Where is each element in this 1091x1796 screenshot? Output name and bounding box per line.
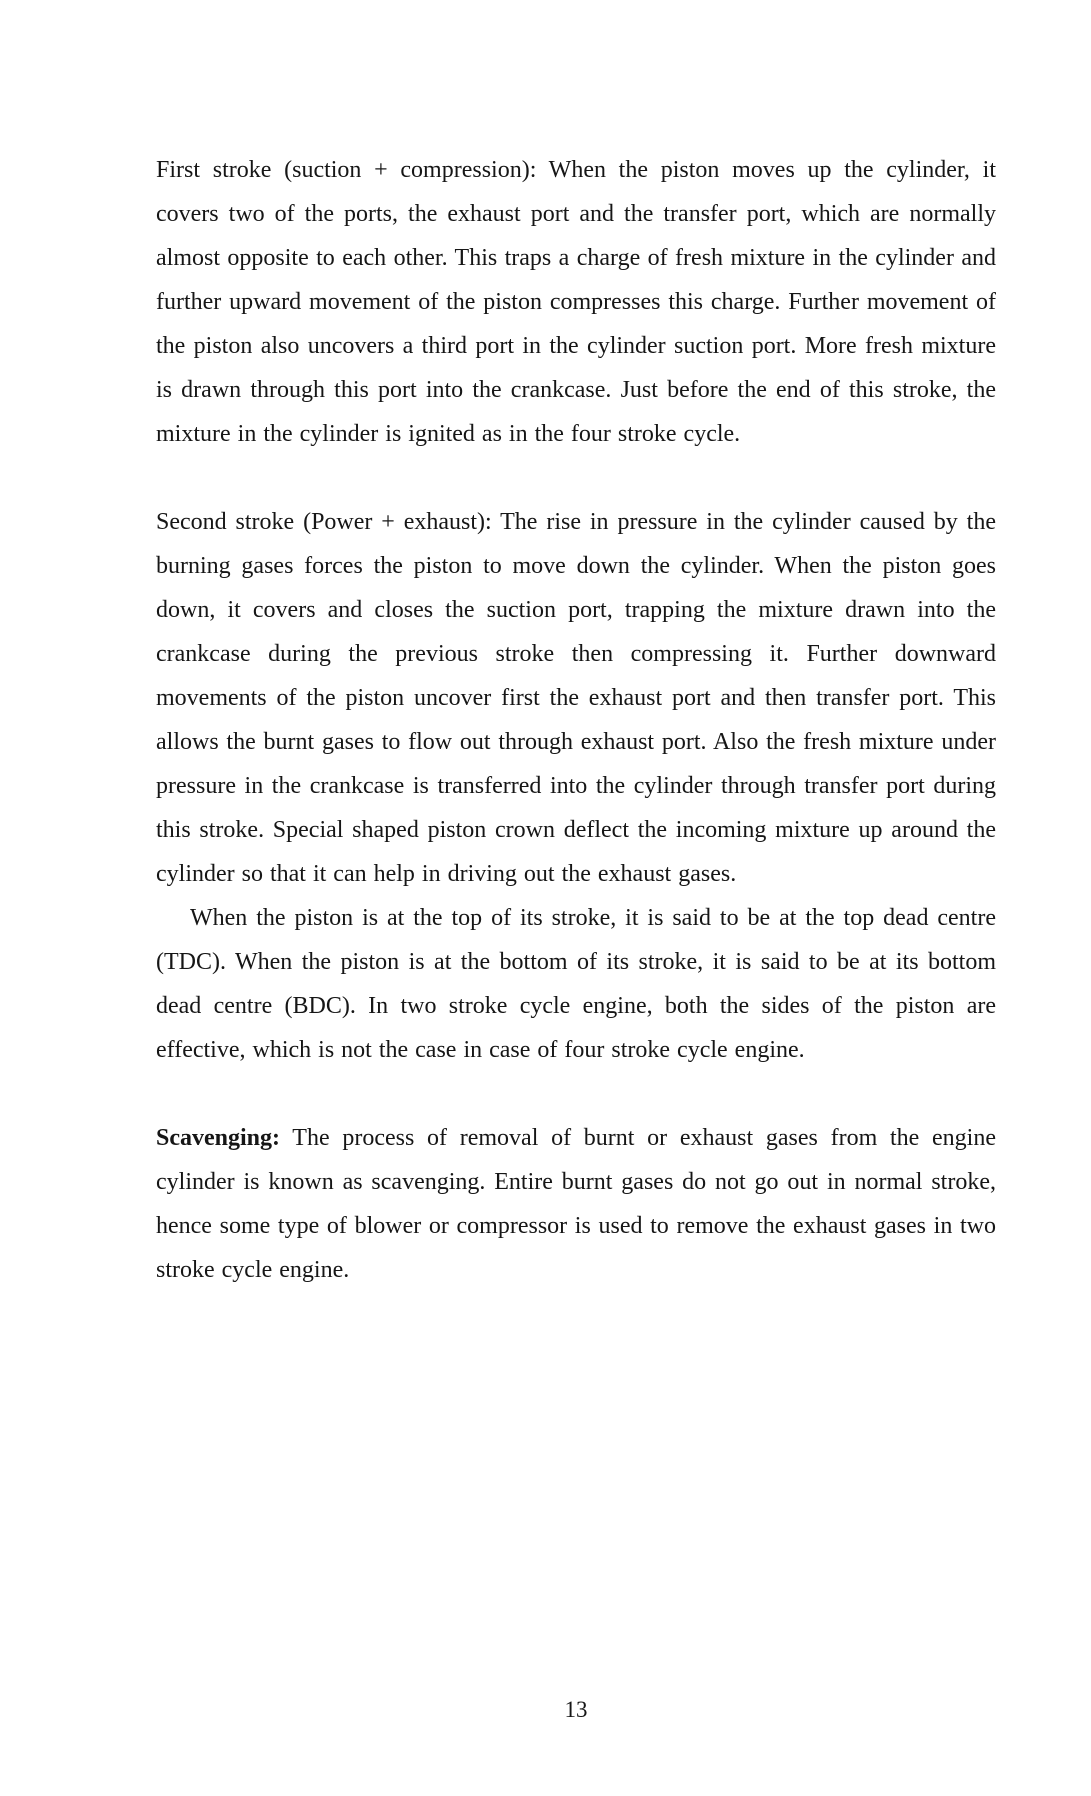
scavenging-term: Scavenging:	[156, 1125, 281, 1151]
body-text	[156, 148, 996, 1292]
page-number: 13	[564, 1697, 588, 1722]
paragraph-scavenging	[156, 1116, 996, 1292]
paragraph-tdc-bdc: When the piston is at the top of its stroke, it is said to be at the top dead centre (TDC). When the piston is at the bottom of its stroke, it is said to be at its bottom dead centre (BDC). In two stroke cycle engine, both the sides of the piston are effective, which is not the case in case of four stroke cycle engine.	[156, 905, 996, 1063]
scavenging-text: The process of removal of burnt or exhaust gases from the engine cylinder is known as scavenging. Entire burnt gases do not go out in normal stroke, hence some type of blower or compressor is used to remove the exhaust gases in two stroke cycle engine.	[156, 1125, 996, 1283]
paragraph-second-stroke: Second stroke (Power + exhaust): The rise in pressure in the cylinder caused by the burning gases forces the piston to move down the cylinder. When the piston goes down, it covers and closes the suction port, trapping the mixture drawn into the crankcase during the previous stroke then compressing it. Further downward movements of the piston uncover first the exhaust port and then transfer port. This allows the burnt gases to flow out through exhaust port. Also the fresh mixture under pressure in the crankcase is transferred into the cylinder through transfer port during this stroke. Special shaped piston crown deflect the incoming mixture up around the cylinder so that it can help in driving out the exhaust gases.	[156, 509, 996, 887]
paragraph-first-stroke: First stroke (suction + compression): When the piston moves up the cylinder, it covers two of the ports, the exhaust port and the transfer port, which are normally almost opposite to each other. This traps a charge of fresh mixture in the cylinder and further upward movement of the piston compresses this charge. Further movement of the piston also uncovers a third port in the cylinder suction port. More fresh mixture is drawn through this port into the crankcase. Just before the end of this stroke, the mixture in the cylinder is ignited as in the four stroke cycle.	[156, 157, 996, 447]
